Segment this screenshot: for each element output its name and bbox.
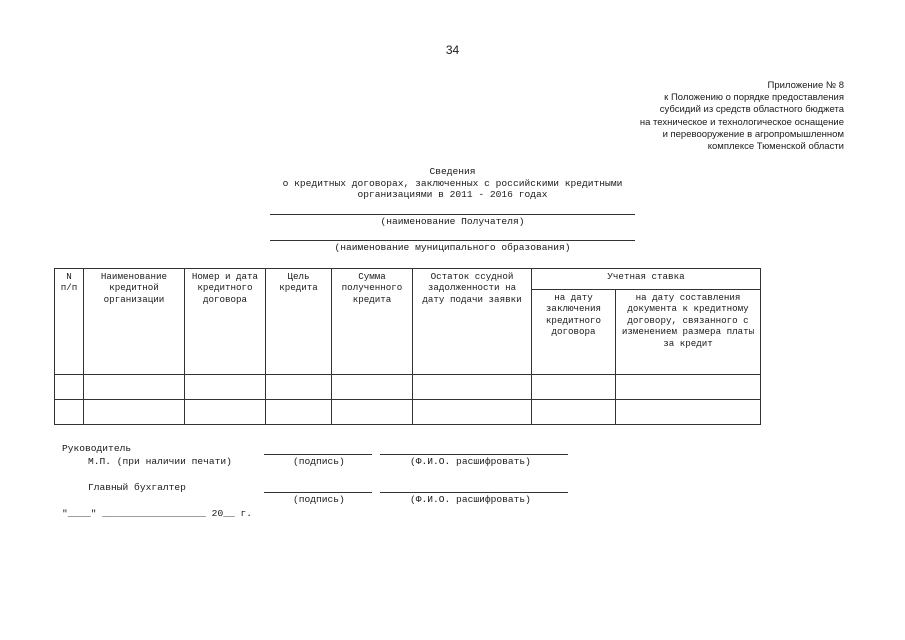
- head-name-caption: (Ф.И.О. расшифровать): [410, 456, 531, 467]
- head-name-line: [380, 454, 568, 455]
- stamp-label: М.П. (при наличии печати): [88, 456, 232, 467]
- head-signature-line: [264, 454, 372, 455]
- head-label: Руководитель: [62, 443, 132, 454]
- table-cell: [532, 400, 616, 425]
- appendix-line: комплексе Тюменской области: [707, 141, 844, 153]
- table-cell: [616, 375, 761, 400]
- title-line: о кредитных договорах, заключенных с российскими кредитными: [282, 177, 623, 189]
- recipient-caption: (наименование Получателя): [380, 216, 525, 227]
- appendix-note: [640, 80, 844, 153]
- accountant-name-line: [380, 492, 568, 493]
- appendix-line: на техническое и технологическое оснащение: [639, 116, 844, 128]
- header-num: N п/п: [55, 269, 84, 375]
- header-amount: Сумма полученного кредита: [332, 269, 413, 375]
- table-cell: [55, 375, 84, 400]
- date-line: "____" __________________ 20__ г.: [62, 508, 252, 519]
- header-rate: Учетная ставка: [532, 269, 761, 290]
- table-cell: [413, 400, 532, 425]
- head-signature-caption: (подпись): [293, 456, 345, 467]
- municipality-caption: (наименование муниципального образования): [334, 242, 571, 253]
- table-cell: [55, 400, 84, 425]
- table-cell: [332, 375, 413, 400]
- table-cell: [413, 375, 532, 400]
- accountant-name-caption: (Ф.И.О. расшифровать): [410, 494, 531, 505]
- table-cell: [84, 400, 185, 425]
- header-organization: Наименование кредитной организации: [84, 269, 185, 375]
- header-contract: Номер и дата кредитного договора: [185, 269, 266, 375]
- table-cell: [84, 375, 185, 400]
- table-row: [55, 400, 761, 425]
- header-balance: Остаток ссудной задолженности на дату подачи заявки: [413, 269, 532, 375]
- table-cell: [266, 375, 332, 400]
- table-cell: [332, 400, 413, 425]
- table-cell: [266, 400, 332, 425]
- title-line: Сведения: [429, 166, 476, 177]
- header-rate-document: на дату составления документа к кредитному договору, связанного с изменением размера платы за кредит: [616, 290, 761, 375]
- accountant-signature-caption: (подпись): [293, 494, 345, 505]
- table-row: [55, 375, 761, 400]
- title-line: организациями в 2011 - 2016 годах: [357, 189, 548, 201]
- accountant-label: Главный бухгалтер: [88, 482, 186, 493]
- accountant-signature-line: [264, 492, 372, 493]
- appendix-line: Приложение № 8: [767, 80, 844, 91]
- table-cell: [532, 375, 616, 400]
- table-cell: [185, 400, 266, 425]
- table-cell: [185, 375, 266, 400]
- appendix-line: и перевооружение в агропромышленном: [662, 128, 844, 140]
- header-purpose: Цель кредита: [266, 269, 332, 375]
- appendix-line: субсидий из средств областного бюджета: [659, 104, 844, 116]
- page-number: 34: [445, 43, 460, 57]
- credit-contracts-table: [54, 268, 761, 425]
- municipality-fill-line: [270, 240, 635, 241]
- header-rate-conclusion: на дату заключения кредитного договора: [532, 290, 616, 375]
- appendix-line: к Положению о порядке предоставления: [664, 92, 844, 104]
- recipient-fill-line: [270, 214, 635, 215]
- table-cell: [616, 400, 761, 425]
- document-title: [200, 166, 705, 201]
